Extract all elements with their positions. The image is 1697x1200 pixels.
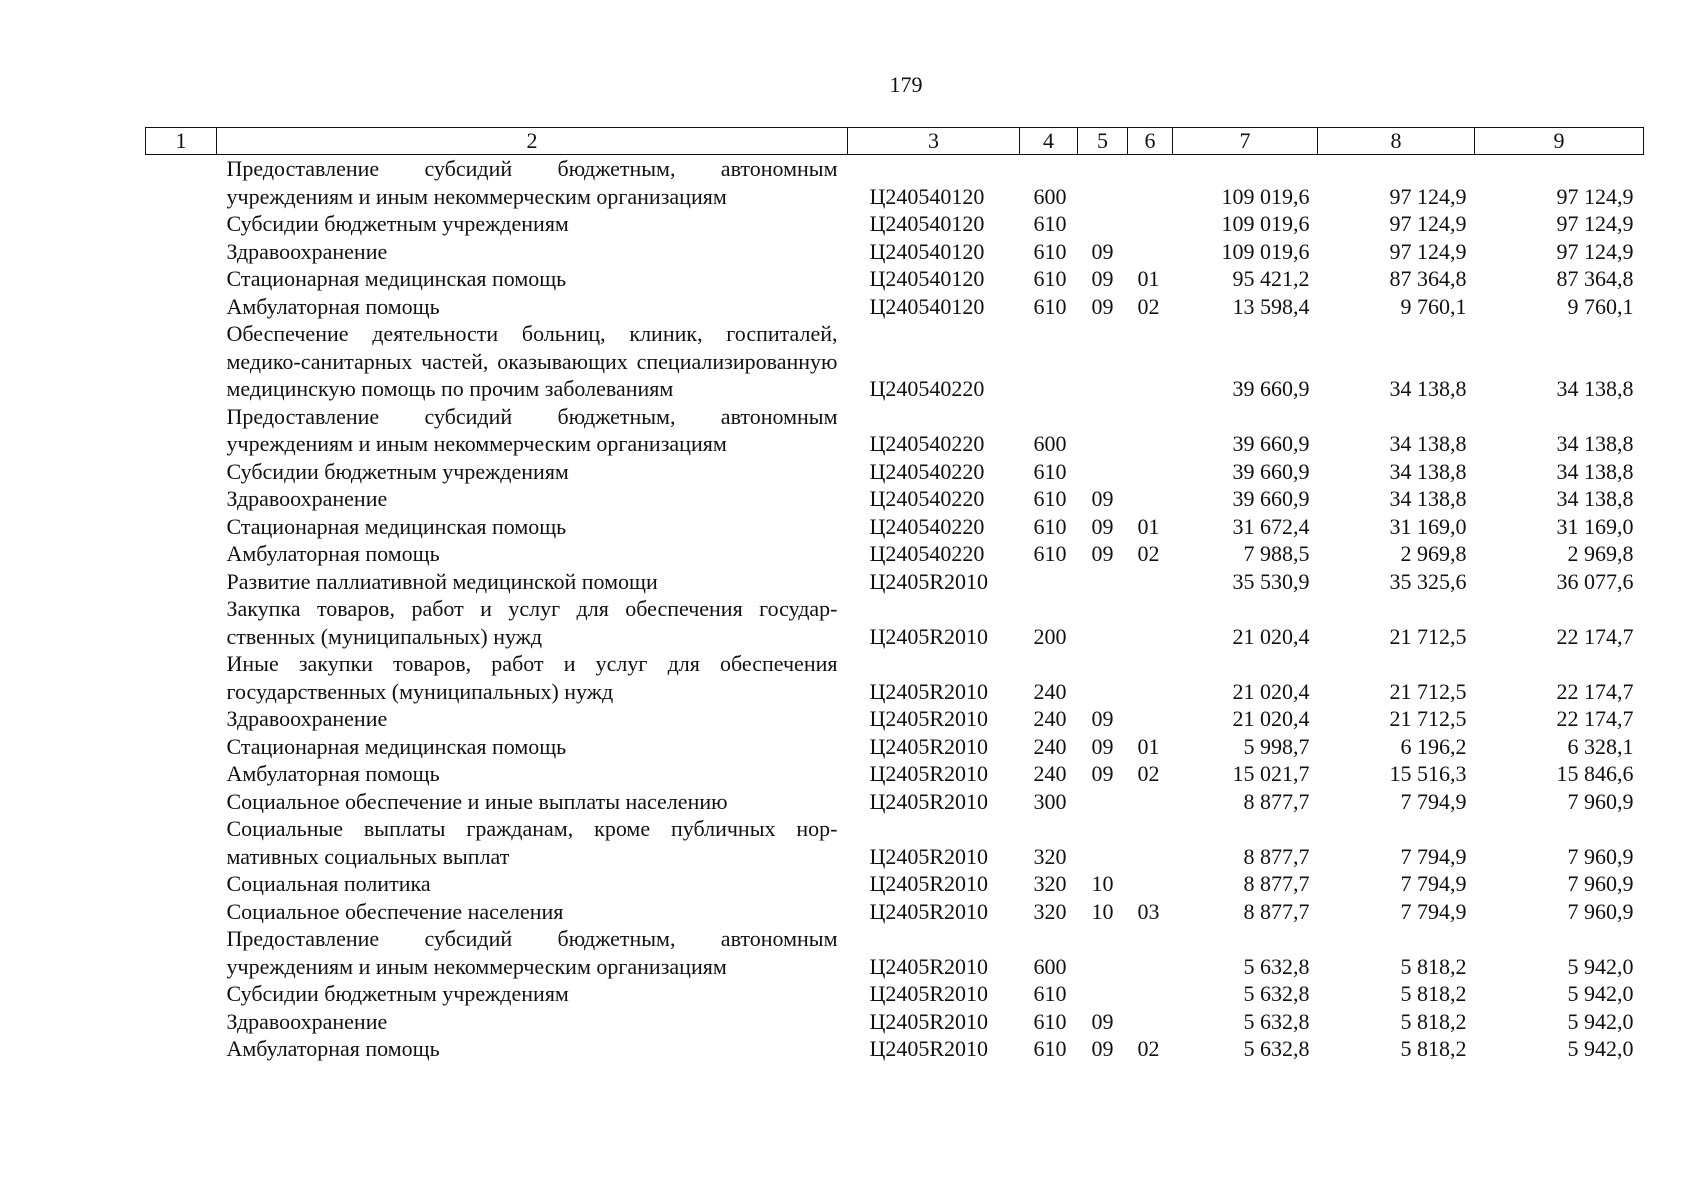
cell-name: Иные закупки товаров, работ и услуг для обеспечения государственных (муниципальных) нужд: [226, 651, 838, 704]
cell-col6: [1128, 815, 1173, 870]
cell-empty: [146, 568, 217, 596]
cell-value-9: 2 969,8: [1567, 541, 1634, 566]
cell-col4: 610: [1033, 1036, 1067, 1061]
cell-value-8: 6 196,2: [1400, 733, 1467, 759]
cell-empty: [146, 1008, 217, 1036]
cell-col6: [1128, 568, 1173, 596]
cell-empty: [146, 458, 217, 486]
cell-empty: [146, 925, 217, 980]
table-row: [146, 155, 1644, 211]
cell-name: Предоставление субсидий бюджетным, автономным учреждениям и иным некоммерческим организациям: [226, 926, 838, 979]
cell-value-8: 15 516,3: [1389, 761, 1467, 786]
cell-value-7: 109 019,6: [1221, 211, 1310, 236]
cell-value-9: 5 942,0: [1567, 1036, 1634, 1061]
cell-empty: [146, 403, 217, 458]
cell-empty: [146, 898, 217, 926]
cell-value-7: 5 998,7: [1243, 733, 1310, 759]
table-row: [146, 815, 1644, 870]
cell-value-9: 7 960,9: [1567, 788, 1634, 814]
header-col-3: 3: [848, 128, 1020, 155]
cell-col5: 09: [1091, 1036, 1114, 1061]
cell-empty: [146, 815, 217, 870]
cell-col6: 02: [1137, 541, 1160, 566]
cell-value-9: 36 077,6: [1556, 568, 1634, 594]
cell-value-7: 109 019,6: [1221, 238, 1310, 264]
cell-col5: 09: [1091, 733, 1114, 759]
cell-col5: 09: [1091, 293, 1114, 319]
table-row: [146, 210, 1644, 238]
cell-col6: 01: [1137, 733, 1160, 759]
cell-value-9: 6 328,1: [1567, 733, 1634, 759]
cell-col4: 610: [1033, 266, 1067, 291]
cell-col6: [1128, 870, 1173, 898]
cell-col4: 610: [1033, 981, 1067, 1006]
cell-col4: 610: [1033, 513, 1067, 539]
cell-code: Ц240540220: [869, 376, 985, 401]
page-number: 179: [889, 72, 923, 97]
cell-name: Социальные выплаты гражданам, кроме публичных нормативных социальных выплат: [226, 816, 838, 869]
cell-col6: 01: [1137, 513, 1160, 539]
cell-value-9: 97 124,9: [1556, 211, 1634, 236]
cell-name: Здравоохранение: [226, 486, 388, 511]
header-col-2: 2: [217, 128, 848, 155]
cell-code: Ц240540120: [869, 183, 985, 209]
cell-name: Развитие паллиативной медицинской помощи: [226, 568, 658, 594]
cell-code: Ц2405R2010: [869, 761, 989, 786]
table-row: [146, 485, 1644, 513]
table-row: [146, 788, 1644, 816]
cell-value-7: 5 632,8: [1243, 1008, 1310, 1034]
table-header: [146, 128, 1644, 155]
cell-value-8: 7 794,9: [1400, 788, 1467, 814]
cell-empty: [146, 595, 217, 650]
cell-name: Здравоохранение: [226, 1008, 388, 1034]
cell-name: Субсидии бюджетным учреждениям: [226, 458, 569, 484]
cell-name: Стационарная медицинская помощь: [226, 733, 567, 759]
table-row: [146, 705, 1644, 733]
cell-value-8: 34 138,8: [1389, 431, 1467, 456]
table-row: [146, 1008, 1644, 1036]
cell-code: Ц240540220: [869, 458, 985, 484]
cell-empty: [146, 210, 217, 238]
cell-col6: [1128, 980, 1173, 1008]
cell-col4: 610: [1033, 1008, 1067, 1034]
cell-col4: 320: [1033, 871, 1067, 896]
cell-value-8: 21 712,5: [1389, 678, 1467, 704]
cell-col6: [1128, 485, 1173, 513]
cell-value-8: 5 818,2: [1400, 1008, 1467, 1034]
table-row: [146, 650, 1644, 705]
table-body: [146, 155, 1644, 1063]
cell-value-8: 34 138,8: [1389, 376, 1467, 401]
cell-code: Ц2405R2010: [869, 1036, 989, 1061]
cell-value-8: 2 969,8: [1400, 541, 1467, 566]
table-row: [146, 320, 1644, 403]
cell-empty: [146, 733, 217, 761]
cell-col5: [1078, 210, 1128, 238]
cell-value-9: 97 124,9: [1556, 238, 1634, 264]
cell-col5: [1078, 568, 1128, 596]
cell-name: Здравоохранение: [226, 238, 388, 264]
cell-value-7: 39 660,9: [1232, 376, 1310, 401]
cell-col5: [1078, 595, 1128, 650]
cell-name: Стационарная медицинская помощь: [226, 513, 567, 539]
cell-col5: 10: [1091, 898, 1114, 924]
cell-empty: [146, 293, 217, 321]
cell-col5: 09: [1091, 761, 1114, 786]
cell-col6: [1128, 238, 1173, 266]
cell-col4: 610: [1033, 211, 1067, 236]
cell-value-8: 34 138,8: [1389, 458, 1467, 484]
cell-col6: [1128, 320, 1173, 403]
cell-name: Амбулаторная помощь: [226, 541, 440, 566]
cell-value-9: 5 942,0: [1567, 1008, 1634, 1034]
cell-value-9: 34 138,8: [1556, 431, 1634, 456]
table-row: [146, 1035, 1644, 1063]
cell-empty: [146, 760, 217, 788]
cell-name: Социальная политика: [226, 871, 431, 896]
cell-col4: [1020, 320, 1078, 403]
table-row: [146, 760, 1644, 788]
cell-value-8: 34 138,8: [1389, 486, 1467, 511]
cell-value-7: 8 877,7: [1243, 843, 1310, 869]
cell-value-7: 5 632,8: [1243, 981, 1310, 1006]
cell-value-8: 35 325,6: [1389, 568, 1467, 594]
cell-code: Ц240540220: [869, 513, 985, 539]
cell-value-8: 97 124,9: [1389, 183, 1467, 209]
cell-code: Ц2405R2010: [869, 706, 989, 731]
cell-value-9: 34 138,8: [1556, 486, 1634, 511]
cell-code: Ц2405R2010: [869, 623, 989, 649]
cell-col4: 610: [1033, 486, 1067, 511]
cell-col5: [1078, 650, 1128, 705]
cell-code: Ц240540120: [869, 266, 985, 291]
cell-col4: 610: [1033, 238, 1067, 264]
cell-empty: [146, 155, 217, 211]
cell-col4: 320: [1033, 843, 1067, 869]
cell-value-7: 35 530,9: [1232, 568, 1310, 594]
header-col-1: 1: [146, 128, 217, 155]
cell-value-8: 87 364,8: [1389, 266, 1467, 291]
cell-name: Социальное обеспечение и иные выплаты населению: [226, 788, 728, 814]
cell-code: Ц2405R2010: [869, 953, 989, 979]
cell-col5: [1078, 458, 1128, 486]
cell-value-8: 21 712,5: [1389, 706, 1467, 731]
cell-value-9: 97 124,9: [1556, 183, 1634, 209]
cell-code: Ц240540120: [869, 293, 985, 319]
cell-code: Ц240540120: [869, 238, 985, 264]
cell-col6: [1128, 650, 1173, 705]
cell-empty: [146, 540, 217, 568]
cell-name: Обеспечение деятельности больниц, клиник, госпиталей, медико-санитарных частей, оказывающих специализированную медицинскую помощь по прочим заболеваниям: [226, 321, 838, 401]
cell-code: Ц2405R2010: [869, 981, 989, 1006]
cell-col5: [1078, 925, 1128, 980]
cell-value-7: 8 877,7: [1243, 788, 1310, 814]
cell-value-7: 95 421,2: [1232, 266, 1310, 291]
header-col-7: 7: [1173, 128, 1318, 155]
table-row: [146, 513, 1644, 541]
cell-empty: [146, 238, 217, 266]
cell-col6: [1128, 1008, 1173, 1036]
cell-value-7: 21 020,4: [1232, 623, 1310, 649]
cell-col4: 200: [1033, 623, 1067, 649]
cell-col4: 610: [1033, 541, 1067, 566]
cell-col6: 03: [1137, 898, 1160, 924]
cell-value-9: 34 138,8: [1556, 376, 1634, 401]
cell-code: Ц240540220: [869, 541, 985, 566]
table-row: [146, 458, 1644, 486]
table-row: [146, 403, 1644, 458]
cell-code: Ц2405R2010: [869, 788, 989, 814]
cell-col4: 600: [1033, 953, 1067, 979]
table-row: [146, 898, 1644, 926]
cell-value-8: 7 794,9: [1400, 871, 1467, 896]
cell-col5: [1078, 815, 1128, 870]
cell-value-8: 97 124,9: [1389, 238, 1467, 264]
cell-name: Предоставление субсидий бюджетным, автономным учреждениям и иным некоммерческим организациям: [226, 403, 838, 456]
cell-col5: 10: [1091, 871, 1114, 896]
cell-value-9: 5 942,0: [1567, 953, 1634, 979]
cell-value-7: 109 019,6: [1221, 183, 1310, 209]
cell-col4: 320: [1033, 898, 1067, 924]
cell-name: Здравоохранение: [226, 706, 388, 731]
cell-code: Ц2405R2010: [869, 898, 989, 924]
cell-col4: 600: [1033, 431, 1067, 456]
cell-name: Социальное обеспечение населения: [226, 898, 564, 924]
cell-name: Стационарная медицинская помощь: [226, 266, 567, 291]
cell-col6: 02: [1137, 761, 1160, 786]
header-col-8: 8: [1318, 128, 1475, 155]
cell-value-8: 5 818,2: [1400, 953, 1467, 979]
cell-value-8: 5 818,2: [1400, 981, 1467, 1006]
header-col-6: 6: [1128, 128, 1173, 155]
cell-col6: [1128, 210, 1173, 238]
cell-col6: [1128, 595, 1173, 650]
header-col-9: 9: [1475, 128, 1644, 155]
cell-value-7: 13 598,4: [1232, 293, 1310, 319]
cell-value-9: 34 138,8: [1556, 458, 1634, 484]
table-row: [146, 595, 1644, 650]
cell-col5: [1078, 320, 1128, 403]
cell-code: Ц2405R2010: [869, 871, 989, 896]
cell-code: Ц240540220: [869, 486, 985, 511]
cell-empty: [146, 650, 217, 705]
cell-col4: 240: [1033, 733, 1067, 759]
cell-value-9: 9 760,1: [1567, 293, 1634, 319]
cell-value-7: 21 020,4: [1232, 678, 1310, 704]
cell-col6: [1128, 458, 1173, 486]
cell-value-7: 21 020,4: [1232, 706, 1310, 731]
cell-name: Субсидии бюджетным учреждениям: [226, 211, 569, 236]
cell-col5: [1078, 788, 1128, 816]
cell-value-9: 22 174,7: [1556, 678, 1634, 704]
cell-code: Ц2405R2010: [869, 733, 989, 759]
cell-empty: [146, 513, 217, 541]
cell-code: Ц2405R2010: [869, 1008, 989, 1034]
header-col-4: 4: [1020, 128, 1078, 155]
cell-empty: [146, 1035, 217, 1063]
cell-col6: 02: [1137, 1036, 1160, 1061]
cell-value-9: 31 169,0: [1556, 513, 1634, 539]
cell-value-9: 15 846,6: [1556, 761, 1634, 786]
table-row: [146, 980, 1644, 1008]
table-row: [146, 540, 1644, 568]
cell-col5: [1078, 980, 1128, 1008]
cell-value-7: 15 021,7: [1232, 761, 1310, 786]
cell-col6: 02: [1137, 293, 1160, 319]
cell-empty: [146, 788, 217, 816]
cell-value-8: 9 760,1: [1400, 293, 1467, 319]
cell-code: Ц240540120: [869, 211, 985, 236]
cell-col5: 09: [1091, 1008, 1114, 1034]
cell-col4: 300: [1033, 788, 1067, 814]
cell-name: Амбулаторная помощь: [226, 293, 440, 319]
cell-value-8: 5 818,2: [1400, 1036, 1467, 1061]
cell-code: Ц2405R2010: [869, 568, 989, 594]
cell-col6: [1128, 925, 1173, 980]
cell-value-9: 7 960,9: [1567, 843, 1634, 869]
table-row: [146, 238, 1644, 266]
cell-empty: [146, 980, 217, 1008]
cell-name: Предоставление субсидий бюджетным, автономным учреждениям и иным некоммерческим организациям: [226, 156, 838, 209]
cell-col5: 09: [1091, 706, 1114, 731]
cell-col4: 240: [1033, 706, 1067, 731]
cell-name: Амбулаторная помощь: [226, 761, 440, 786]
cell-code: Ц2405R2010: [869, 843, 989, 869]
cell-col5: 09: [1091, 513, 1114, 539]
cell-value-8: 7 794,9: [1400, 898, 1467, 924]
cell-col6: 01: [1137, 266, 1160, 291]
cell-value-9: 87 364,8: [1556, 266, 1634, 291]
cell-value-7: 5 632,8: [1243, 1036, 1310, 1061]
cell-value-9: 5 942,0: [1567, 981, 1634, 1006]
cell-value-8: 97 124,9: [1389, 211, 1467, 236]
cell-col6: [1128, 788, 1173, 816]
cell-col6: [1128, 705, 1173, 733]
cell-col4: 610: [1033, 293, 1067, 319]
cell-empty: [146, 870, 217, 898]
budget-table: [145, 127, 1644, 1063]
header-row: [146, 128, 1644, 155]
cell-value-7: 39 660,9: [1232, 458, 1310, 484]
cell-col4: 600: [1033, 183, 1067, 209]
header-col-5: 5: [1078, 128, 1128, 155]
cell-empty: [146, 705, 217, 733]
cell-col5: 09: [1091, 266, 1114, 291]
cell-col6: [1128, 403, 1173, 458]
cell-col4: 240: [1033, 761, 1067, 786]
cell-value-7: 8 877,7: [1243, 898, 1310, 924]
cell-col5: [1078, 155, 1128, 211]
cell-value-9: 7 960,9: [1567, 898, 1634, 924]
cell-name: Закупка товаров, работ и услуг для обеспечения государственных (муниципальных) нужд: [226, 596, 838, 649]
cell-empty: [146, 485, 217, 513]
cell-value-7: 39 660,9: [1232, 431, 1310, 456]
table-row: [146, 293, 1644, 321]
cell-col6: [1128, 155, 1173, 211]
cell-col5: 09: [1091, 238, 1114, 264]
cell-code: Ц2405R2010: [869, 678, 989, 704]
cell-col5: [1078, 403, 1128, 458]
cell-col4: 610: [1033, 458, 1067, 484]
cell-value-7: 31 672,4: [1232, 513, 1310, 539]
cell-value-9: 22 174,7: [1556, 623, 1634, 649]
table-row: [146, 568, 1644, 596]
cell-empty: [146, 320, 217, 403]
table-row: [146, 870, 1644, 898]
cell-value-7: 39 660,9: [1232, 486, 1310, 511]
cell-value-8: 7 794,9: [1400, 843, 1467, 869]
cell-value-7: 8 877,7: [1243, 871, 1310, 896]
cell-col4: 240: [1033, 678, 1067, 704]
cell-value-7: 7 988,5: [1243, 541, 1310, 566]
cell-col5: 09: [1091, 541, 1114, 566]
cell-empty: [146, 265, 217, 293]
table-row: [146, 925, 1644, 980]
cell-value-9: 7 960,9: [1567, 871, 1634, 896]
cell-value-9: 22 174,7: [1556, 706, 1634, 731]
cell-code: Ц240540220: [869, 431, 985, 456]
cell-value-7: 5 632,8: [1243, 953, 1310, 979]
table-row: [146, 733, 1644, 761]
table-row: [146, 265, 1644, 293]
cell-name: Субсидии бюджетным учреждениям: [226, 981, 569, 1006]
cell-col4: [1020, 568, 1078, 596]
cell-name: Амбулаторная помощь: [226, 1036, 440, 1061]
cell-col5: 09: [1091, 486, 1114, 511]
cell-value-8: 21 712,5: [1389, 623, 1467, 649]
cell-value-8: 31 169,0: [1389, 513, 1467, 539]
